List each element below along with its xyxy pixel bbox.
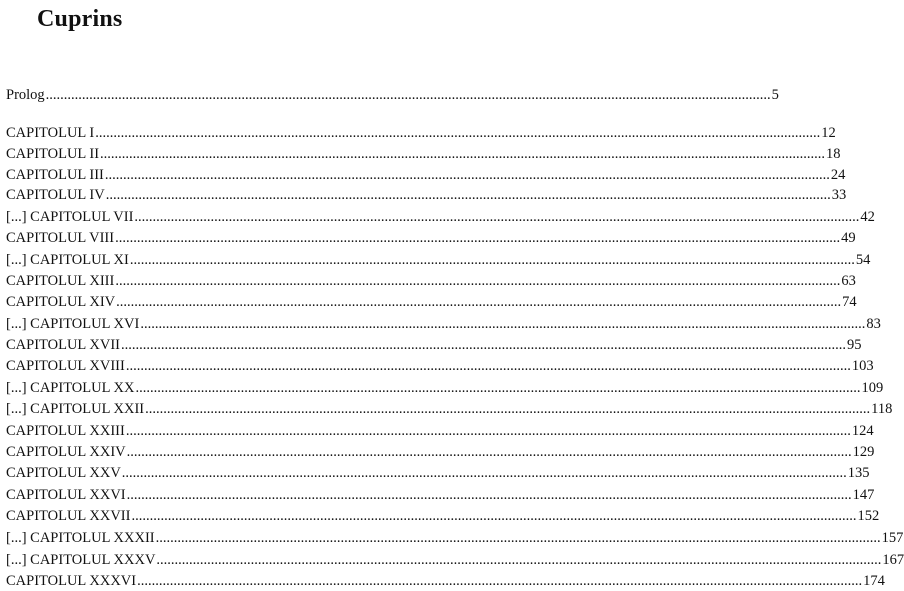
dot-leader: ........................................................................................................................................................................................................ (125, 358, 851, 374)
dot-leader: ........................................................................................................................................................................................................ (115, 273, 841, 289)
dot-leader: ........................................................................................................................................................................................................ (121, 465, 847, 481)
toc-entry-label: [...] CAPITOLUL VII (6, 209, 134, 225)
dot-leader: ........................................................................................................................................................................................................ (135, 380, 861, 396)
toc-entry-label: CAPITOLUL III (6, 167, 104, 183)
toc-entry (6, 335, 862, 355)
toc-page-number: 157 (881, 530, 904, 546)
dot-leader: ........................................................................................................................................................................................................ (140, 316, 866, 332)
toc-page-number: 63 (841, 273, 856, 289)
dot-leader: ........................................................................................................................................................................................................ (120, 337, 846, 353)
toc-page-number: 174 (863, 573, 885, 589)
toc-page-number: 18 (826, 146, 841, 162)
toc-entry-label: CAPITOLUL XXIV (6, 444, 126, 460)
toc-page-number: 135 (847, 465, 870, 481)
toc-entry-label: [...] CAPITOLUL XXXV (6, 552, 156, 568)
dot-leader: ........................................................................................................................................................................................................ (105, 187, 831, 203)
dot-leader: ........................................................................................................................................................................................................ (104, 167, 830, 183)
dot-leader: ........................................................................................................................................................................................................ (125, 423, 851, 439)
toc-page-number: 12 (821, 125, 836, 141)
toc-entry (6, 314, 881, 334)
dot-leader: ........................................................................................................................................................................................................ (126, 487, 852, 503)
dot-leader: ........................................................................................................................................................................................................ (126, 444, 852, 460)
toc-entry-label: CAPITOLUL II (6, 146, 100, 162)
dot-leader: ........................................................................................................................................................................................................ (134, 209, 860, 225)
dot-leader: ........................................................................................................................................................................................................ (115, 230, 841, 246)
dot-leader: ........................................................................................................................................................................................................ (100, 146, 826, 162)
dot-leader: ........................................................................................................................................................................................................ (137, 573, 863, 589)
toc-entry (6, 571, 885, 591)
toc-page-number: 49 (841, 230, 856, 246)
toc-entry (6, 550, 904, 570)
toc-entry-label: CAPITOLUL XIII (6, 273, 115, 289)
toc-entry-label: CAPITOLUL XXV (6, 465, 121, 481)
toc-page-number: 83 (866, 316, 881, 332)
toc-entry (6, 292, 857, 312)
toc-page-number: 74 (842, 294, 857, 310)
toc-entry (6, 185, 847, 205)
toc-entry (6, 485, 875, 505)
toc-entry-label: CAPITOLUL XXIII (6, 423, 125, 439)
toc-entry (6, 506, 880, 526)
toc-entry (6, 356, 874, 376)
toc-entry (6, 123, 836, 143)
toc-entry-label: CAPITOLUL IV (6, 187, 105, 203)
toc-entry-label: [...] CAPITOLUL XXII (6, 401, 145, 417)
toc-entry (6, 165, 846, 185)
dot-leader: ........................................................................................................................................................................................................ (116, 294, 842, 310)
page-title: Cuprins (37, 6, 123, 32)
toc-entry (6, 421, 874, 441)
toc-entry (6, 250, 871, 270)
toc-entry-label: CAPITOLUL I (6, 125, 95, 141)
dot-leader: ........................................................................................................................................................................................................ (156, 552, 882, 568)
dot-leader: ........................................................................................................................................................................................................ (131, 508, 857, 524)
toc-page-number: 129 (852, 444, 875, 460)
toc-entry-label: CAPITOLUL XXXVI (6, 573, 137, 589)
toc-entry (6, 378, 884, 398)
toc-entry-label: CAPITOLUL XIV (6, 294, 116, 310)
toc-entry (6, 207, 875, 227)
toc-page-number: 103 (851, 358, 874, 374)
toc-page-number: 109 (861, 380, 884, 396)
toc-page-number: 167 (882, 552, 904, 568)
toc-entry-label: Prolog (6, 87, 45, 103)
toc-entry (6, 271, 856, 291)
toc-entry-label: CAPITOLUL XVIII (6, 358, 125, 374)
toc-entry-label: CAPITOLUL VIII (6, 230, 115, 246)
toc-entry (6, 463, 870, 483)
dot-leader: ........................................................................................................................................................................................................ (95, 125, 821, 141)
toc-page-number: 118 (871, 401, 893, 417)
dot-leader: ........................................................................................................................................................................................................ (45, 87, 771, 103)
toc-entry (6, 228, 856, 248)
toc-entry-label: [...] CAPITOLUL XVI (6, 316, 140, 332)
toc-page-number: 152 (857, 508, 880, 524)
toc-page-number: 42 (860, 209, 875, 225)
toc-entry-prolog (6, 85, 779, 105)
toc-entry (6, 144, 841, 164)
dot-leader: ........................................................................................................................................................................................................ (129, 252, 855, 268)
toc-page-number: 95 (846, 337, 862, 353)
toc-page-number: 33 (831, 187, 847, 203)
toc-page-number: 5 (771, 87, 779, 103)
toc-entry-label: [...] CAPITOLUL XX (6, 380, 135, 396)
toc-page-number: 54 (855, 252, 871, 268)
toc-entry-label: [...] CAPITOLUL XXXII (6, 530, 155, 546)
toc-entry-label: [...] CAPITOLUL XI (6, 252, 129, 268)
toc-entry-label: CAPITOLUL XXVI (6, 487, 126, 503)
toc-entry (6, 399, 893, 419)
toc-entry (6, 528, 904, 548)
toc-entry-label: CAPITOLUL XXVII (6, 508, 131, 524)
dot-leader: ........................................................................................................................................................................................................ (155, 530, 881, 546)
toc-entry (6, 442, 875, 462)
toc-page-number: 147 (852, 487, 875, 503)
dot-leader: ........................................................................................................................................................................................................ (145, 401, 871, 417)
toc-entry-label: CAPITOLUL XVII (6, 337, 120, 353)
toc-page-number: 124 (851, 423, 874, 439)
toc-page-number: 24 (830, 167, 846, 183)
